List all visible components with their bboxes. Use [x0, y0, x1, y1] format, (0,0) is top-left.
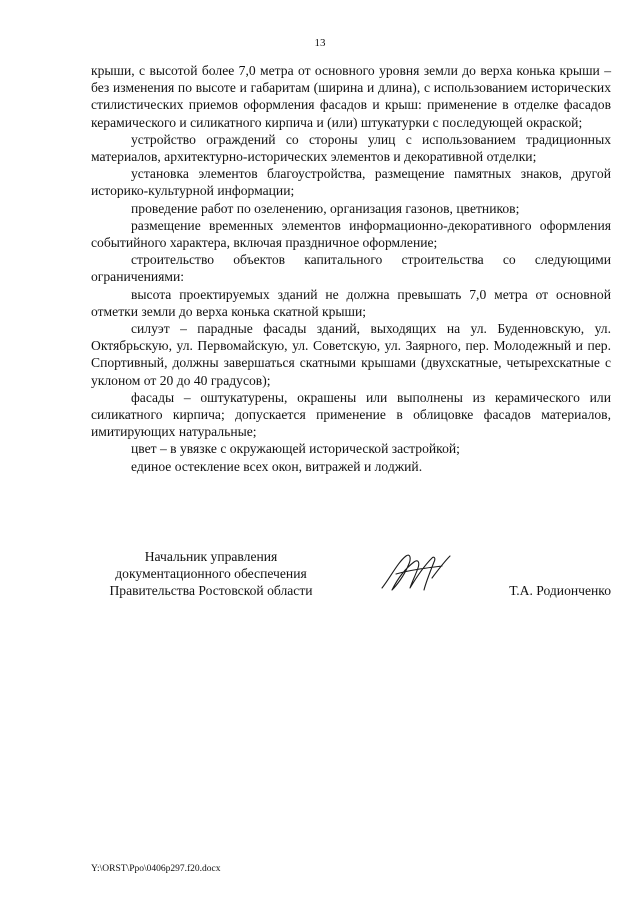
paragraph: устройство ограждений со стороны улиц с использованием традиционных материалов, архитектурно-исторических элементов и декоративной отделки; — [91, 131, 611, 165]
paragraph: высота проектируемых зданий не должна превышать 7,0 метра от основной отметки земли до верха конька скатной крыши; — [91, 286, 611, 319]
signer-title-line: Начальник управления — [144, 549, 278, 564]
handwritten-signature-icon — [376, 548, 456, 598]
paragraph: фасады – оштукатурены, окрашены или выполнены из керамического или силикатного кирпича; допускается применение в облицовке фасадов материалов, имитирующих натуральные; — [91, 389, 611, 440]
document-body — [91, 62, 611, 475]
paragraph: установка элементов благоустройства, размещение памятных знаков, другой историко-культурной информации; — [91, 166, 611, 199]
signature-block — [91, 548, 611, 608]
paragraph: силуэт – парадные фасады зданий, выходящих на ул. Буденновскую, ул. Октябрьскую, ул. Первомайскую, ул. Советскую, ул. Заярного, пер. Молодежный и пер. Спортивный, должны завершаться скатными крышами (двухскатные, четырехскатные с уклоном от 20 до 40 градусов); — [91, 321, 611, 388]
paragraph: крыши, с высотой более 7,0 метра от основного уровня земли до верха конька крыши – без изменения по высоте и габаритам (ширина и длина), с использованием исторических стилистических приемов оформления фасадов и крыш: применение в отделке фасадов керамического и силикатного кирпича и (или) штукатурки с последующей окраской; — [91, 63, 611, 130]
signer-title-line: документационного обеспечения — [115, 566, 307, 582]
file-path-footer: Y:\ORST\Ppo\0406p297.f20.docx — [91, 864, 221, 874]
signer-title-line: Правительства Ростовской области — [109, 583, 313, 599]
paragraph: цвет – в увязке с окружающей исторической застройкой; — [131, 441, 460, 457]
page-number: 13 — [314, 37, 326, 49]
signer-name: Т.А. Родионченко — [509, 583, 611, 598]
paragraph: размещение временных элементов информационно-декоративного оформления событийного характера, включая праздничное оформление; — [91, 217, 611, 251]
signer-title — [91, 548, 331, 600]
paragraph: единое остекление всех окон, витражей и лоджий. — [131, 458, 423, 474]
paragraph: строительство объектов капитального строительства со следующими ограничениями: — [91, 252, 611, 285]
paragraph: проведение работ по озеленению, организация газонов, цветников; — [131, 200, 520, 216]
